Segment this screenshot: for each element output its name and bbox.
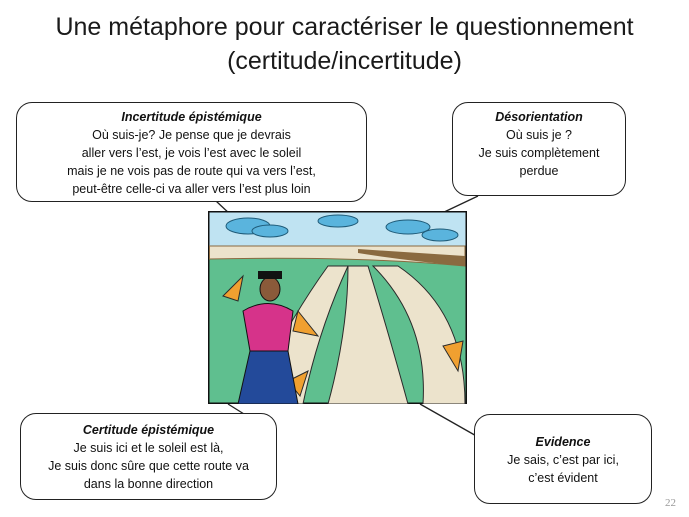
slide-title: [0, 10, 689, 78]
bubble-evidence: [474, 414, 652, 504]
bubble-line: Je suis complètement: [478, 146, 600, 160]
page-number: 22: [665, 497, 676, 509]
bubble-heading: Evidence: [535, 435, 591, 449]
bubble-heading: Désorientation: [495, 110, 583, 124]
bubble-line: Je suis donc sûre que cette route va: [48, 459, 249, 473]
bubble-line: dans la bonne direction: [83, 477, 214, 491]
bubble-line: peut-être celle-ci va aller vers l’est plus loin: [72, 182, 311, 196]
title-line-2: (certitude/incertitude): [227, 47, 462, 75]
bubble-line: aller vers l’est, je vois l’est avec le soleil: [81, 146, 302, 160]
bubble-certitude-epistemique: [20, 413, 277, 500]
bubble-desorientation: [452, 102, 626, 196]
bubble-heading: Certitude épistémique: [82, 423, 215, 437]
bubble-line: Où suis je ?: [505, 128, 572, 142]
bubble-line: mais je ne vois pas de route qui va vers l’est,: [67, 164, 316, 178]
bubble-line: c’est évident: [528, 471, 598, 485]
bubble-line: Où suis-je? Je pense que je devrais: [92, 128, 291, 142]
title-line-1: Une métaphore pour caractériser le questionnement: [55, 13, 634, 41]
bubble-heading: Incertitude épistémique: [121, 110, 262, 124]
bubble-line: perdue: [519, 164, 559, 178]
road-illustration: [208, 211, 467, 404]
bubble-incertitude-epistemique: [16, 102, 367, 202]
bubble-line: Je sais, c’est par ici,: [507, 453, 619, 467]
bubble-line: Je suis ici et le soleil est là,: [73, 441, 224, 455]
